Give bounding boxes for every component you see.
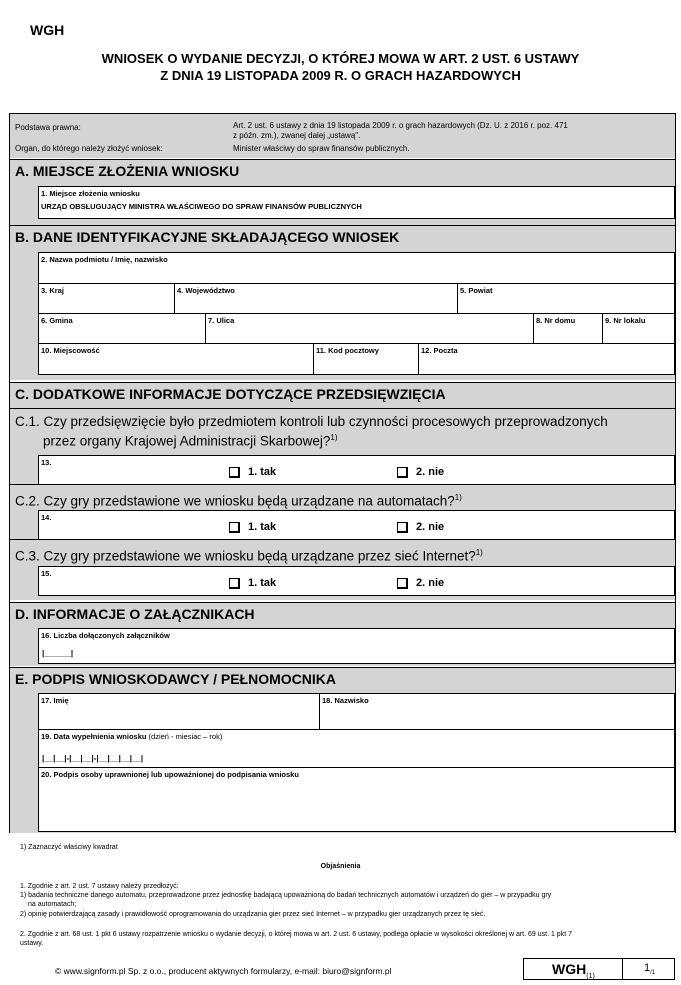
- question-c2-text: C.2. Czy gry przedstawione we wniosku będą urządzane na automatach?: [15, 493, 455, 509]
- field-8-label: 8. Nr domu: [536, 316, 576, 325]
- footnote-ref: 1): [475, 548, 483, 557]
- basis-text-1: Art. 2 ust. 6 ustawy z dnia 19 listopada 2009 r. o grach hazardowych (Dz. U. z 2016 r. poz. 471: [233, 121, 568, 130]
- footer-code-text: WGH: [552, 961, 587, 977]
- field-1-label: 1. Miejsce złożenia wniosku: [41, 189, 140, 198]
- copyright: © www.signform.pl Sp. z o.o., producent aktywnych formularzy, e-mail: biuro@signform.pl: [55, 966, 392, 976]
- option-label: 1. tak: [248, 521, 277, 533]
- field-19-dots: |__|__|-|__|__|-|__|__|__|__|: [42, 754, 144, 763]
- field-4-label: 4. Województwo: [177, 286, 235, 295]
- explanations-title: Objaśnienia: [320, 863, 361, 870]
- field-19-label: 19. Data wypełnienia wniosku: [41, 732, 147, 741]
- section-e: [10, 667, 675, 833]
- option-c3-no[interactable]: [397, 577, 444, 589]
- field-postal-code[interactable]: [313, 343, 419, 375]
- organ-text: Minister właściwy do spraw finansów publicznych.: [233, 144, 410, 153]
- field-9-label: 9. Nr lokalu: [605, 316, 646, 325]
- field-16-label: 16. Liczba dołączonych załączników: [41, 631, 170, 640]
- field-signature[interactable]: [38, 767, 675, 832]
- legal-basis: [10, 114, 675, 158]
- field-submission-place[interactable]: [38, 186, 675, 219]
- field-first-name[interactable]: [38, 693, 320, 730]
- field-house-number[interactable]: [533, 313, 603, 344]
- field-1-value: URZĄD OBSŁUGUJĄCY MINISTRA WŁAŚCIWEGO DO SPRAW FINANSÓW PUBLICZNYCH: [41, 202, 362, 211]
- footer-code-sub: (1): [586, 972, 595, 980]
- field-apartment-number[interactable]: [602, 313, 675, 344]
- field-voivodeship[interactable]: [174, 283, 458, 314]
- field-city[interactable]: [38, 343, 314, 375]
- section-c-heading: C. DODATKOWE INFORMACJE DOTYCZĄCE PRZEDSIĘWZIĘCIA: [10, 382, 675, 405]
- field-country[interactable]: [38, 283, 175, 314]
- option-c3-yes[interactable]: [229, 577, 276, 589]
- option-c2-yes[interactable]: [229, 521, 276, 533]
- section-d-heading: D. INFORMACJE O ZAŁĄCZNIKACH: [10, 602, 675, 625]
- field-18-label: 18. Nazwisko: [322, 696, 369, 705]
- checkbox-icon[interactable]: [397, 578, 408, 589]
- basis-text-2: z późn. zm.), zwanej dalej „ustawą".: [233, 131, 361, 140]
- checkbox-icon[interactable]: [229, 522, 240, 533]
- footnote-1: 1) Zaznaczyć właściwy kwadrat: [20, 844, 118, 851]
- question-c1-line-2: przez organy Krajowej Administracji Skarbowej?: [43, 433, 331, 449]
- question-c3: [10, 539, 675, 567]
- page-total: /1: [650, 970, 656, 977]
- field-10-label: 10. Miejscowość: [41, 346, 100, 355]
- explanation-2-cont: ustawy.: [20, 940, 44, 947]
- checkbox-icon[interactable]: [229, 578, 240, 589]
- option-label: 2. nie: [416, 466, 445, 478]
- field-16-dots: |______|: [42, 649, 74, 658]
- field-street[interactable]: [205, 313, 534, 344]
- question-c3-text: C.3. Czy gry przedstawione we wniosku będą urządzane przez sieć Internet?: [15, 548, 476, 564]
- section-b-heading: B. DANE IDENTYFIKACYJNE SKŁADAJĄCEGO WNIOSEK: [10, 225, 675, 248]
- field-14-label: 14.: [41, 513, 52, 522]
- field-attachments-count[interactable]: [38, 628, 675, 664]
- section-e-heading: E. PODPIS WNIOSKODAWCY / PEŁNOMOCNIKA: [10, 667, 675, 690]
- page-title: [10, 50, 671, 84]
- question-c2: [10, 484, 675, 512]
- field-19-hint: (dzień - miesiac – rok): [148, 732, 223, 741]
- explanation-1a: 1) badania techniczne danego automatu, przeprowadzone przez jednostkę badającą upoważnioną do badań technicznych automatów i urządzeń do gier – w przypadku gry: [20, 892, 552, 899]
- question-c1: [10, 408, 675, 456]
- field-11-label: 11. Kod pocztowy: [316, 346, 379, 355]
- option-c1-yes[interactable]: [229, 466, 276, 478]
- field-5-label: 5. Powiat: [460, 286, 493, 295]
- field-12-label: 12. Poczta: [421, 346, 458, 355]
- checkbox-icon[interactable]: [397, 467, 408, 478]
- explanation-1b: 2) opinię potwierdzającą zasady i prawidłowość oprogramowania do urządzania gier przez sieć Internet – w przypadku gier urządzanych przez tę sieć.: [20, 911, 486, 918]
- field-15: [38, 566, 675, 596]
- explanation-1a-cont: na automatach;: [28, 901, 77, 908]
- page-current: 1: [644, 962, 651, 974]
- explanation-1: 1. Zgodnie z art. 2 ust. 7 ustawy należy przedłożyć:: [20, 883, 179, 890]
- option-label: 2. nie: [416, 521, 445, 533]
- option-c1-no[interactable]: [397, 466, 444, 478]
- field-last-name[interactable]: [319, 693, 675, 730]
- option-label: 1. tak: [248, 577, 277, 589]
- organ-label: Organ, do którego należy złożyć wniosek:: [15, 144, 163, 153]
- checkbox-icon[interactable]: [397, 522, 408, 533]
- form-code: WGH: [30, 22, 65, 38]
- field-3-label: 3. Kraj: [41, 286, 64, 295]
- title-line-2: Z DNIA 19 LISTOPADA 2009 R. O GRACH HAZARDOWYCH: [160, 68, 521, 83]
- field-20-label: 20. Podpis osoby uprawnionej lub upoważnionej do podpisania wniosku: [41, 770, 299, 779]
- field-post-office[interactable]: [418, 343, 675, 375]
- field-15-label: 15.: [41, 569, 52, 578]
- field-county[interactable]: [457, 283, 675, 314]
- section-b: [10, 225, 675, 380]
- title-line-1: WNIOSEK O WYDANIE DECYZJI, O KTÓREJ MOWA W ART. 2 UST. 6 USTAWY: [101, 51, 580, 66]
- footer-code-box: [523, 958, 675, 980]
- field-entity-name[interactable]: [38, 252, 675, 284]
- application-form: [9, 113, 676, 833]
- field-6-label: 6. Gmina: [41, 316, 73, 325]
- option-label: 1. tak: [248, 466, 277, 478]
- field-municipality[interactable]: [38, 313, 206, 344]
- field-7-label: 7. Ulica: [208, 316, 235, 325]
- footnote-ref: 1): [330, 433, 338, 442]
- field-17-label: 17. Imię: [41, 696, 69, 705]
- field-2-label: 2. Nazwa podmiotu / Imię, nazwisko: [41, 255, 168, 264]
- field-13: [38, 455, 675, 485]
- section-a-heading: A. MIEJSCE ZŁOŻENIA WNIOSKU: [10, 159, 675, 182]
- footnote-ref: 1): [454, 493, 462, 502]
- field-14: [38, 510, 675, 540]
- footer-divider: [622, 959, 623, 979]
- section-c: [10, 382, 675, 600]
- question-c1-line-1: C.1. Czy przedsięwzięcie było przedmiotem kontroli lub czynności procesowych przeprowadzonych: [15, 414, 608, 429]
- basis-label: Podstawa prawna:: [15, 123, 81, 132]
- checkbox-icon[interactable]: [229, 467, 240, 478]
- explanation-2: 2. Zgodnie z art. 68 ust. 1 pkt 6 ustawy rozpatrzenie wniosku o wydanie decyzji, o której mowa w art. 2 ust. 6 ustawy, podlega opłacie w wysokości określonej w art. 69 ust. 1 pkt 7: [20, 931, 572, 938]
- section-d: [10, 602, 675, 666]
- field-13-label: 13.: [41, 458, 52, 467]
- option-label: 2. nie: [416, 577, 445, 589]
- field-fill-date[interactable]: [38, 729, 675, 768]
- option-c2-no[interactable]: [397, 521, 444, 533]
- footer-code: [552, 961, 595, 980]
- page-number: [644, 962, 655, 976]
